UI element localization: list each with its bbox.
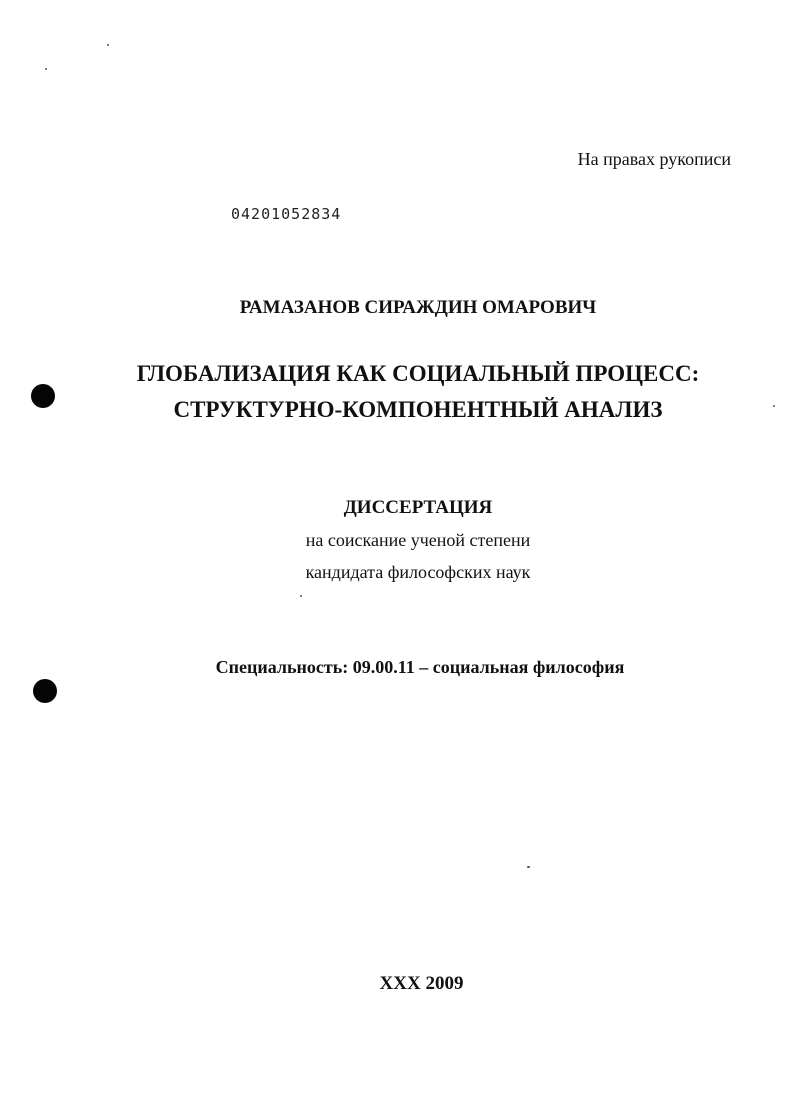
scan-speck xyxy=(527,866,530,868)
scan-speck xyxy=(107,44,109,46)
scan-speck xyxy=(300,595,302,597)
library-stamp-number: 04201052834 xyxy=(231,205,342,223)
dissertation-title-line2: СТРУКТУРНО-КОМПОНЕНТНЫЙ АНАЛИЗ xyxy=(173,397,663,422)
degree-line1: на соискание ученой степени xyxy=(305,530,531,550)
speciality-line: Специальность: 09.00.11 – социальная философия xyxy=(215,657,625,677)
author-name: РАМАЗАНОВ СИРАЖДИН ОМАРОВИЧ xyxy=(239,297,597,318)
punch-hole xyxy=(33,679,57,703)
scan-speck xyxy=(45,68,47,70)
degree-line2: кандидата философских наук xyxy=(305,562,531,582)
dissertation-title-line1: ГЛОБАЛИЗАЦИЯ КАК СОЦИАЛЬНЫЙ ПРОЦЕСС: xyxy=(136,361,700,386)
work-type-heading: ДИССЕРТАЦИЯ xyxy=(343,497,493,518)
place-and-year: XXX 2009 xyxy=(379,973,464,994)
manuscript-rights-note: На правах рукописи xyxy=(577,149,731,169)
